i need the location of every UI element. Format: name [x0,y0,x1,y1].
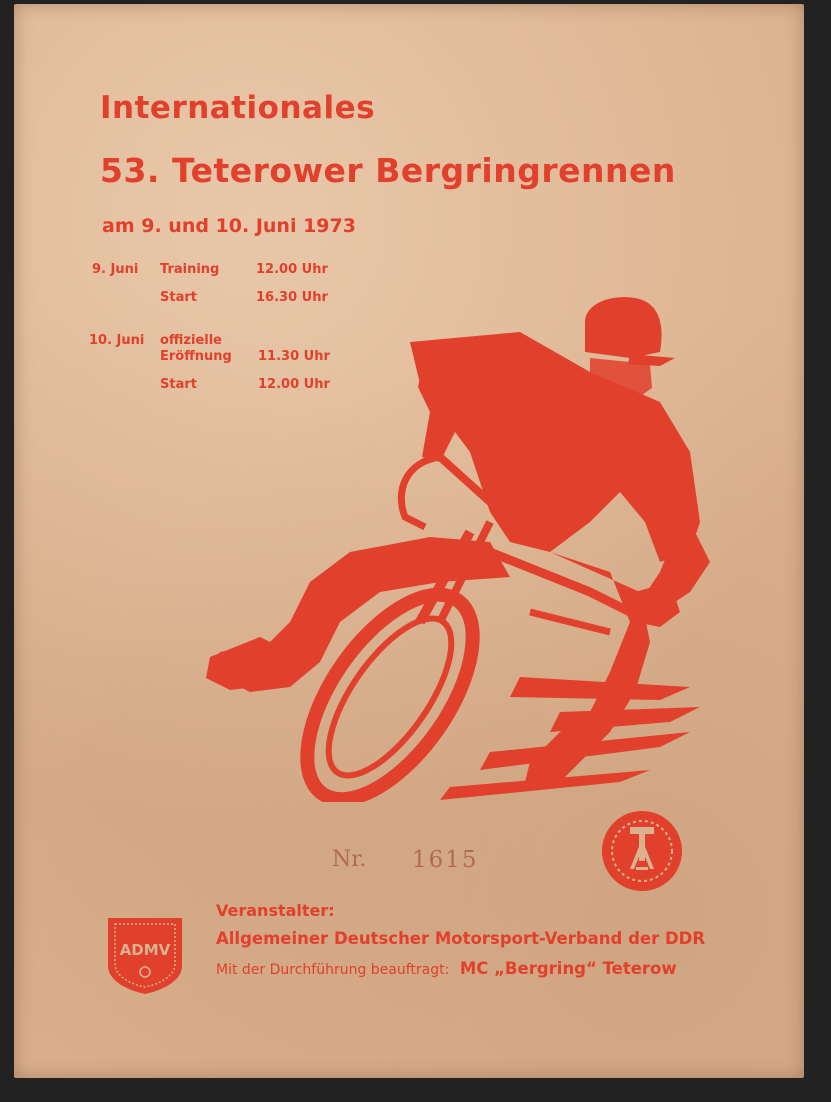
admv-logo-text: ADMV [119,941,171,959]
schedule-time: 11.30 Uhr [258,349,330,364]
delegation-prefix: Mit der Durchführung beauftragt: [216,962,450,978]
organizer-name: Allgemeiner Deutscher Motorsport-Verband der DDR [216,929,706,948]
ddr-emblem-icon [600,809,684,898]
schedule-time: 12.00 Uhr [258,377,330,392]
serial-label: Nr. [332,847,367,872]
title-line-2: 53. Teterower Bergringrennen [100,151,676,190]
schedule-item: Training [160,262,220,277]
event-date: am 9. und 10. Juni 1973 [102,215,356,237]
schedule-time: 12.00 Uhr [256,262,328,277]
delegation-line [216,959,677,979]
organizer-heading: Veranstalter: [216,901,335,920]
delegation-club: MC „Bergring“ Teterow [459,959,677,978]
motorcycle-rider-illustration [190,292,710,807]
serial-number: 1615 [412,847,479,873]
schedule-time: 16.30 Uhr [256,290,328,305]
program-cover [14,4,804,1078]
admv-logo [102,910,188,1001]
schedule-item: Eröffnung [160,349,232,364]
schedule-item: offizielle [160,333,222,348]
title-line-1: Internationales [100,90,376,126]
schedule-day-2: 10. Juni [89,333,145,348]
schedule-item: Start [160,290,197,305]
schedule-item: Start [160,377,197,392]
schedule-day-1: 9. Juni [92,262,139,277]
